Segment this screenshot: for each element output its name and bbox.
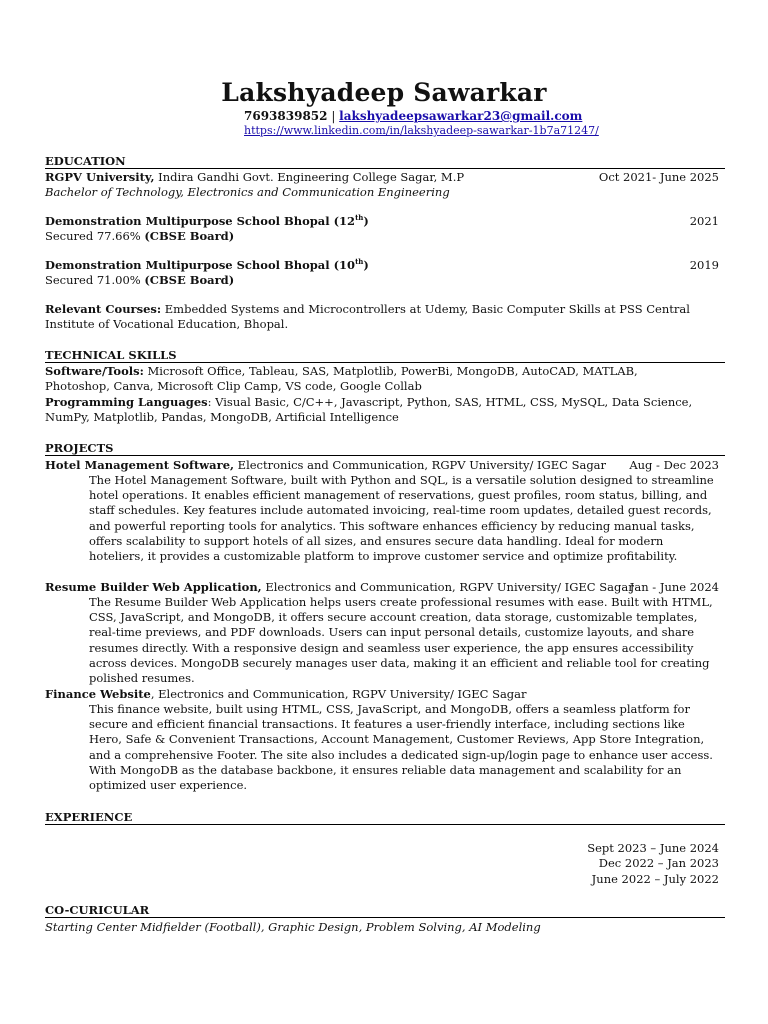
- contact-separator: |: [327, 109, 340, 123]
- programming-languages: [45, 395, 723, 425]
- project-detail: , Electronics and Communication, RGPV University/ IGEC Sagar: [150, 687, 527, 701]
- tools-text: Microsoft Office, Tableau, SAS, Matplotlib, PowerBi, MongoDB, AutoCAD, MATLAB, Photoshop, Canva, Microsoft Clip Camp, VS code, Google Collab: [45, 364, 638, 394]
- linkedin-line: [244, 124, 599, 138]
- software-tools: [45, 364, 695, 394]
- project-name: Finance Website: [45, 687, 151, 701]
- linkedin-link[interactable]: https://www.linkedin.com/in/lakshyadeep-sawarkar-1b7a71247/: [244, 124, 599, 137]
- project-detail: Electronics and Communication, RGPV University/ IGEC Sagar: [261, 580, 634, 594]
- education-entry-school-12: [45, 214, 719, 229]
- experience-date-2: Dec 2022 – Jan 2023: [598, 856, 719, 870]
- education-detail: Indira Gandhi Govt. Engineering College Sagar, M.P: [154, 170, 465, 184]
- experience-date-3: June 2022 – July 2022: [591, 872, 719, 886]
- education-divider: [45, 168, 725, 169]
- project-name: Hotel Management Software,: [45, 458, 235, 472]
- cocurricular-divider: [45, 917, 725, 918]
- project-name: Resume Builder Web Application,: [45, 580, 262, 594]
- phone-number: 7693839852: [244, 109, 328, 123]
- project-date-resume-builder: Jan - June 2024: [629, 580, 719, 594]
- school-12-date: 2021: [689, 214, 719, 228]
- school-10-score: [45, 273, 719, 288]
- skills-divider: [45, 362, 725, 363]
- education-degree: Bachelor of Technology, Electronics and Communication Engineering: [45, 185, 450, 199]
- experience-date-1: Sept 2023 – June 2024: [587, 841, 719, 855]
- project-detail: Electronics and Communication, RGPV University/ IGEC Sagar: [234, 458, 607, 472]
- experience-divider: [45, 824, 725, 825]
- school-12-score: [45, 229, 719, 244]
- school-name: Demonstration Multipurpose School Bhopal (12: [45, 214, 356, 228]
- education-entry-school-10: [45, 258, 719, 273]
- cocurricular-heading: CO-CURICULAR: [45, 903, 150, 917]
- project-title-finance: [45, 687, 719, 702]
- project-description-resume-builder: The Resume Builder Web Application helps users create professional resumes with ease. Built with HTML, CSS, JavaScript, and MongoDB, it offers secure account creation, data storage, customizable templates, real-time previews, and PDF downloads. Users can input personal details, customize layouts, and share resumes directly. With a responsive design and seamless user experience, the app ensures accessibility across devices. MongoDB securely manages user data, making it an efficient and reliable tool for creating polished resumes.: [89, 595, 713, 686]
- score-text: Secured 77.66%: [45, 229, 145, 243]
- ordinal-suffix: th: [355, 213, 364, 223]
- project-description-hotel: The Hotel Management Software, built with Python and SQL, is a versatile solution designed to streamline hotel operations. It enables efficient management of reservations, guest profiles, room status, billing, and staff schedules. Key features include automated invoicing, real-time room updates, detailed guest records, and powerful reporting tools for analytics. This software enhances efficiency by reducing manual tasks, offers scalability to support hotels of all sizes, and ensures secure data handling. Ideal for modern hoteliers, it provides a customizable platform to improve customer service and optimize profitability.: [89, 473, 714, 564]
- email-link[interactable]: lakshyadeepsawarkar23@gmail.com: [339, 109, 583, 123]
- contact-line: [244, 109, 582, 124]
- experience-heading: EXPERIENCE: [45, 810, 133, 824]
- courses-text: Embedded Systems and Microcontrollers at Udemy, Basic Computer Skills at PSS Central Institute of Vocational Education, Bhopal.: [45, 302, 690, 332]
- education-institution: RGPV University,: [45, 170, 155, 184]
- board-text: (CBSE Board): [144, 273, 235, 287]
- project-title-hotel: [45, 458, 719, 473]
- school-name: Demonstration Multipurpose School Bhopal (10: [45, 258, 356, 272]
- project-title-resume-builder: [45, 580, 719, 595]
- relevant-courses: [45, 302, 705, 332]
- education-date: Oct 2021- June 2025: [598, 170, 719, 184]
- school-10-date: 2019: [689, 258, 719, 272]
- ordinal-suffix: th: [355, 257, 364, 267]
- cocurricular-text: Starting Center Midfielder (Football), Graphic Design, Problem Solving, AI Modeling: [45, 920, 541, 934]
- projects-heading: PROJECTS: [45, 441, 114, 455]
- skills-heading: TECHNICAL SKILLS: [45, 348, 177, 362]
- board-text: (CBSE Board): [144, 229, 235, 243]
- score-text: Secured 71.00%: [45, 273, 145, 287]
- education-heading: EDUCATION: [45, 154, 126, 168]
- languages-label: Programming Languages: [45, 395, 208, 409]
- closing-paren: ): [363, 214, 369, 228]
- projects-divider: [45, 455, 725, 456]
- tools-label: Software/Tools:: [45, 364, 144, 378]
- closing-paren: ): [363, 258, 369, 272]
- languages-text: : Visual Basic, C/C++, Javascript, Python, SAS, HTML, CSS, MySQL, Data Science, NumPy, Matplotlib, Pandas, MongoDB, Artificial Intelligence: [45, 395, 693, 425]
- candidate-name: Lakshyadeep Sawarkar: [221, 78, 547, 107]
- courses-label: Relevant Courses:: [45, 302, 162, 316]
- project-description-finance: This finance website, built using HTML, CSS, JavaScript, and MongoDB, offers a seamless platform for secure and efficient financial transactions. It features a user-friendly interface, including sections like Hero, Safe & Convenient Transactions, Account Management, Customer Reviews, App Store Integration, and a comprehensive Footer. The site also includes a dedicated sign-up/login page to enhance user access. With MongoDB as the database backbone, it ensures reliable data management and scalability for an optimized user experience.: [89, 702, 713, 793]
- project-date-hotel: Aug - Dec 2023: [629, 458, 719, 472]
